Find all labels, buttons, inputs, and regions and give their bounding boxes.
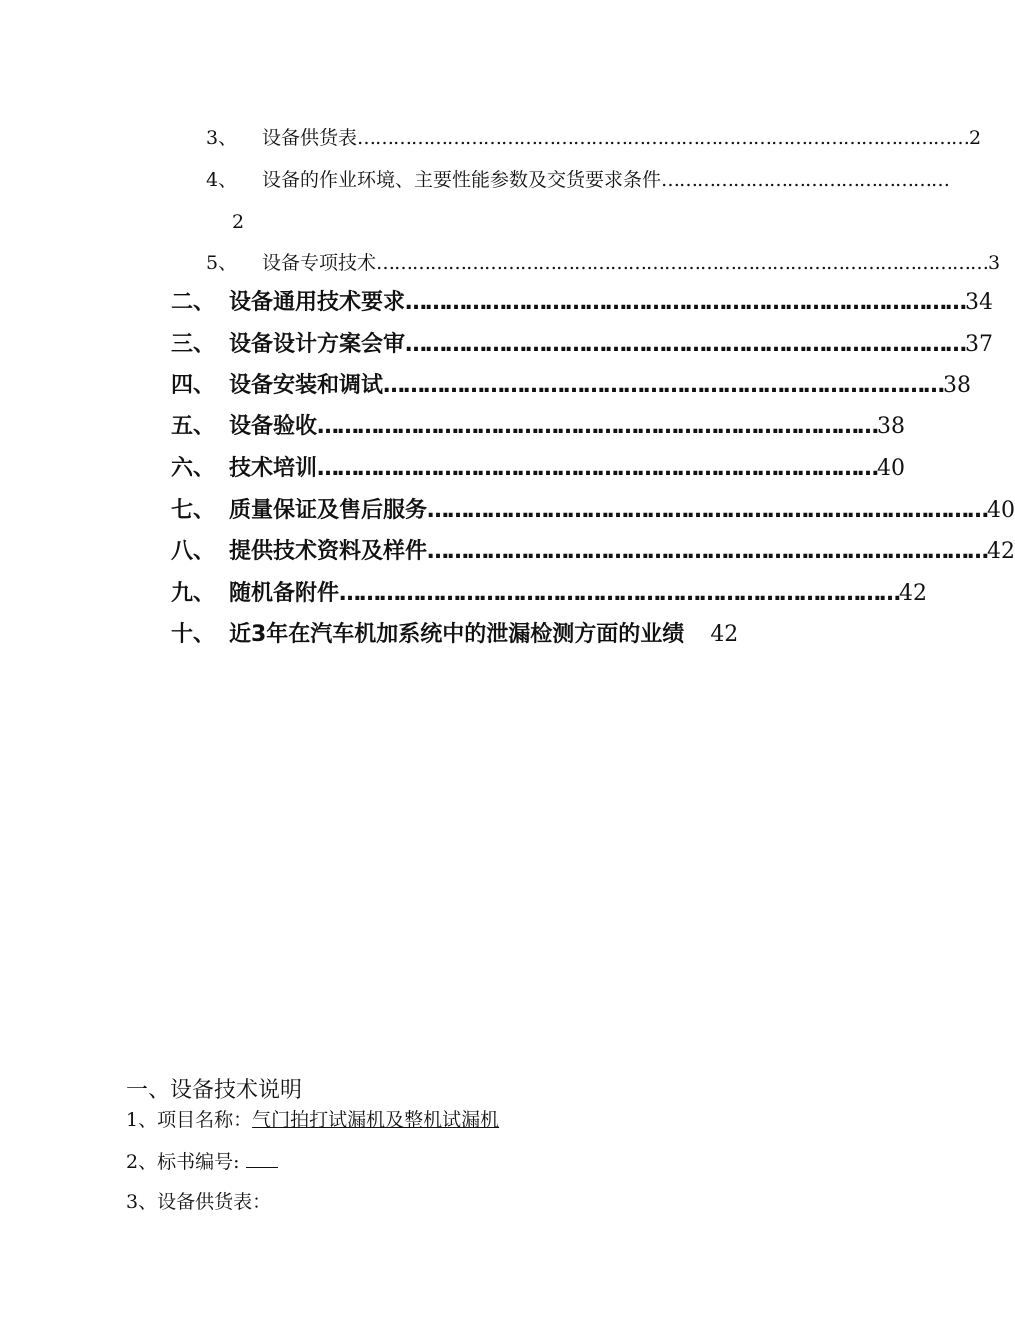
toc-main-page: 42 <box>899 581 928 606</box>
toc-leader-dots: ………………………………………… <box>661 169 950 191</box>
toc-main-item[interactable] <box>171 412 906 442</box>
toc-leader-dots: ………………………………………………………………………… <box>405 332 966 357</box>
toc-main-number: 七、 <box>171 498 216 523</box>
toc-main-title: 技术培训 <box>229 456 318 481</box>
toc-sub-page: 2 <box>232 211 245 233</box>
toc-main-item[interactable] <box>171 371 972 401</box>
toc-leader-dots: ………………………………………………………………………………………… <box>376 252 989 274</box>
toc-main-number: 八、 <box>171 539 216 564</box>
toc-main-title: 随机备附件 <box>229 581 340 606</box>
toc-main-item[interactable] <box>171 330 994 360</box>
toc-main-title: 设备验收 <box>229 414 318 439</box>
toc-main-item[interactable] <box>171 579 928 609</box>
toc-main-page: 42 <box>987 539 1015 564</box>
toc-leader-dots: ………………………………………………………………………… <box>339 581 900 606</box>
project-name-value: 气门拍打试漏机及整机试漏机 <box>252 1109 500 1131</box>
toc-sub-number: 3、 <box>206 127 238 149</box>
toc-main-number: 三、 <box>171 332 216 357</box>
supply-table-line: 3、设备供货表： <box>126 1191 272 1213</box>
toc-main-page: 38 <box>877 414 906 439</box>
toc-main-page: 42 <box>710 622 739 647</box>
toc-sub-item[interactable] <box>206 249 1001 277</box>
toc-main-number: 四、 <box>171 373 216 398</box>
toc-main-item[interactable] <box>171 288 994 318</box>
toc-main-item[interactable] <box>171 454 906 484</box>
toc-main-title: 设备设计方案会审 <box>229 332 406 357</box>
toc-main-title: 提供技术资料及样件 <box>229 539 428 564</box>
toc-leader-dots: ………………………………………………………………………… <box>405 290 966 315</box>
toc-main-title: 设备通用技术要求 <box>229 290 406 315</box>
toc-sub-item[interactable] <box>206 166 950 194</box>
toc-main-number: 五、 <box>171 414 216 439</box>
toc-sub-page: 2 <box>969 127 982 149</box>
toc-main-page: 40 <box>877 456 906 481</box>
toc-sub-page: 3 <box>988 252 1001 274</box>
toc-main-item[interactable] <box>171 496 1015 526</box>
toc-sub-title: 设备专项技术 <box>262 252 377 274</box>
toc-sub-number: 4、 <box>206 169 238 191</box>
bid-number-blank[interactable] <box>246 1147 278 1168</box>
toc-main-item[interactable] <box>171 620 815 650</box>
toc-sub-title: 设备的作业环境、主要性能参数及交货要求条件 <box>262 169 662 191</box>
toc-leader-dots: ………………………………………………………………………… <box>427 498 988 523</box>
toc-leader-dots: ………………………………………………………………………… <box>383 373 944 398</box>
toc-main-number: 六、 <box>171 456 216 481</box>
bid-number-label: 2、标书编号: <box>126 1151 240 1173</box>
toc-main-title: 质量保证及售后服务 <box>229 498 428 523</box>
project-name-label: 1、项目名称： <box>126 1109 253 1131</box>
toc-main-number: 九、 <box>171 581 216 606</box>
toc-main-item[interactable] <box>171 537 1015 567</box>
toc-leader-dots: ………………………………………………………………………… <box>427 539 988 564</box>
toc-sub-title: 设备供货表 <box>262 127 358 149</box>
toc-main-page: 38 <box>943 373 972 398</box>
toc-main-title: 近3年在汽车机加系统中的泄漏检测方面的业绩 <box>229 622 685 647</box>
toc-sub-item[interactable] <box>206 124 982 152</box>
toc-main-page: 40 <box>987 498 1015 523</box>
toc-main-page: 34 <box>965 290 994 315</box>
toc-sub-number: 5、 <box>206 252 238 274</box>
toc-leader-dots: ………………………………………………………………………… <box>317 414 878 439</box>
toc-main-page: 37 <box>965 332 994 357</box>
toc-main-title: 设备安装和调试 <box>229 373 384 398</box>
toc-main-number: 二、 <box>171 290 216 315</box>
toc-main-number: 十、 <box>171 622 216 647</box>
bid-number-line <box>126 1147 278 1176</box>
toc-leader-dots: ………………………………………………………………………………………… <box>357 127 970 149</box>
project-name-line <box>126 1106 499 1134</box>
toc-leader-dots: ………………………………………………………………………… <box>317 456 878 481</box>
section-heading: 一、设备技术说明 <box>126 1078 303 1103</box>
